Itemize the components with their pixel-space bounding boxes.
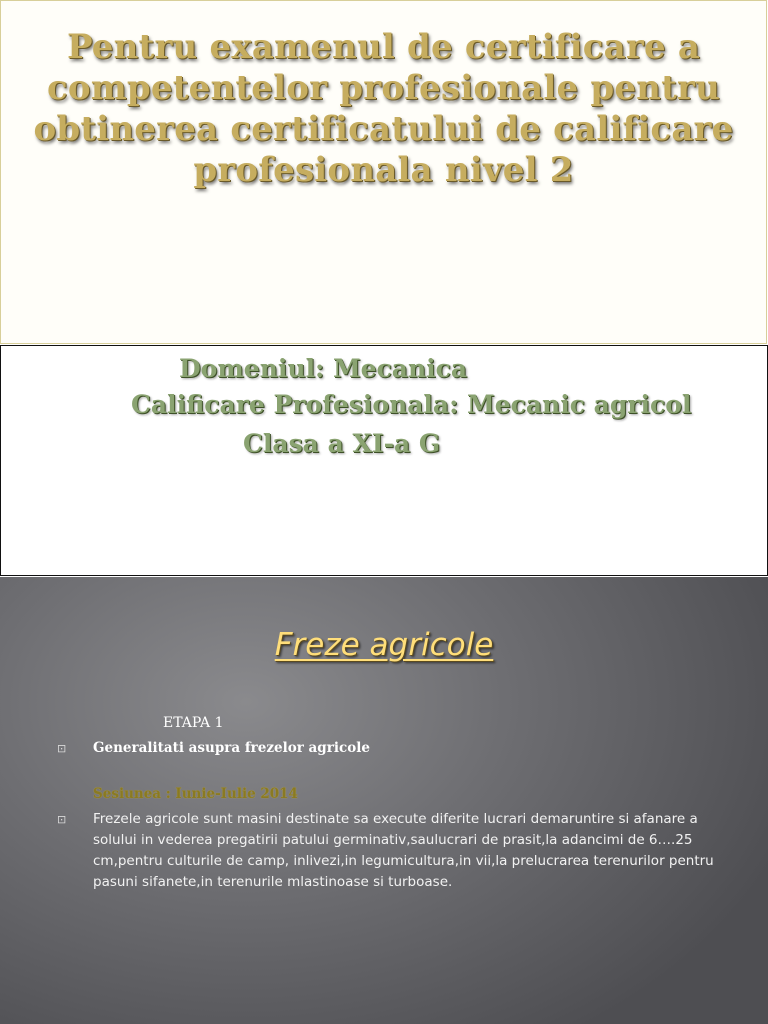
bullet-item-description: Frezele agricole sunt masini destinate sa execute diferite lucrari demaruntire si afanare a solului in vederea pregatirii patului germinativ,saulucrari de prasit,la adancimi de 6….25 cm,pentru culturile de camp, inlivezi,in legumicultura,in vii,la prelucrarea terenurilor pentru pasuni sifanete,in terenurile mlastinoase si turboase. xyxy=(93,811,714,890)
domain-slide xyxy=(0,345,768,576)
stage-label: ETAPA 1 xyxy=(163,715,224,731)
session-label: Sesiunea : Iunie-Iulie 2014 xyxy=(93,786,298,802)
bullet-item-generalities: Generalitati asupra frezelor agricole xyxy=(93,740,370,756)
class-label: Clasa a XI-a G xyxy=(243,429,441,458)
title-slide xyxy=(0,0,767,344)
content-heading: Freze agricole xyxy=(274,627,494,663)
slide-title: Pentru examenul de certificare a competentelor profesionale pentru obtinerea certificatului de calificare profesionala nivel 2 xyxy=(33,27,734,190)
box-bullet-icon: ⊡ xyxy=(57,742,67,755)
box-bullet-icon: ⊡ xyxy=(57,813,67,826)
content-slide xyxy=(0,577,768,1024)
domain-label: Domeniul: Mecanica xyxy=(179,354,468,383)
qualification-label: Calificare Profesionala: Mecanic agricol xyxy=(131,390,692,419)
